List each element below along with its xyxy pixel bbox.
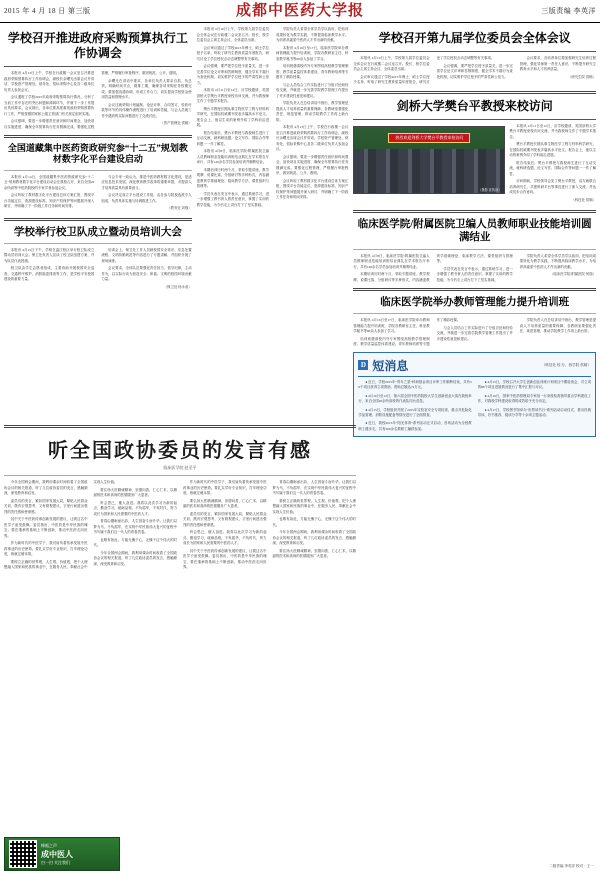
paragraph: 樊台平教授长期从事生物医学工程与材料科学研究，在国际权威期刊发表多篇高水平论文。报告会上，他以生动的案例介绍了学科前沿进展。 (196, 106, 270, 128)
list-item: ● 近日，学校2015年“青年之星”科研基金项目评审工作顺利结束，共有36个项目获得立项资助，资助总额达72万元。 (358, 379, 472, 390)
paragraph: 本报讯 4月13日上午，学校在行政楼一会议室召开推进政府采购预算执行工作协调会，副校长余曙光出席会议并讲话，学校资产管理处、财务处、招标采购中心及各二级单位负责人参加会议。 (276, 125, 349, 152)
short-messages-header (358, 357, 591, 377)
paragraph: 学院负责人希望全体学员学以致用，把培训成果转化为教学实践，不断提高临床教学水平，为培养高素质中医药人才作出新的贡献。 (276, 27, 349, 43)
paragraph: 本报讯 4月15日下午，学校在温江校区举行校卫队成立暨动员培训大会。保卫处负责人宣读了校卫队组建方案，并为队员代表授旗。 (4, 247, 95, 263)
page-columns (0, 23, 600, 437)
article-signature: （科技处 供稿） (571, 197, 596, 202)
article-2-body (4, 175, 192, 213)
paragraph: 会议强调，要进一步增强责任意识和时间观念，加快项目实施进度，确保全年预算执行任务圆满完成。要强化过程管理，严格履行审批程序，做到规范、公开、透明。 (4, 71, 180, 129)
paragraph: 学院负责人希望全体学员学以致用，把培训成果转化为教学实践，不断提高临床教学水平，为培养高素质中医药人才作出新的贡献。 (519, 253, 596, 269)
divider (353, 119, 596, 120)
divider (4, 218, 192, 221)
newspaper-title: 成都中医药大学报 (235, 3, 365, 19)
paragraph: 会议听取了教材数字化平台建设总体方案汇报，围绕平台功能定位、资源建设标准、知识产权保护等问题展开深入研讨，并明确了下一阶段工作任务和时间安排。 (276, 178, 349, 200)
paragraph: 本报讯 4月16日至17日，临床医学院举办教师管理能力提升培训班，学院各教研室主任、科室教学秘书等60余人参加了学习。 (276, 45, 349, 61)
paragraph: 会议审议通过了学校2015年博士、硕士学位授予名单，听取了研究生教育质量年度报告，研究讨论了学位授权点动态调整等有关事项。 (353, 56, 495, 85)
paragraph: 委员们的发言，紧扣国家发展大局，紧贴人民群众关切，既有宏观思考，又有微观建议，字里行间透出强烈的责任感和使命感。 (4, 498, 88, 514)
list-item: ● 4月17日，学校图书馆举办“世界读书日”系列活动启动仪式，推出经典导读、好书推荐、阅读分享等十余项主题活动。 (477, 407, 591, 417)
paragraph: 其中关于中医药传承创新发展的建议，让我这名中医学子备受鼓舞。委员指出，中医药是中华民族的瑰宝，要在继承的基础上不断创新，推动中医药走向世界。 (183, 548, 267, 570)
paragraph: 听会思己，催人奋进。我将以此次学习为新的起点，勤奋学习，砥砺品格，不负韶华，不负时代，努力成长为国家和人民需要的中医药人才。 (93, 500, 177, 516)
article-2-headline: 全国道藏集中医药资政研究参“十二五”规划教材数字化平台建设启动 (7, 143, 188, 165)
article-1-continuation (197, 27, 349, 208)
paragraph: 培训会上，保卫处工作人员就校园安全常识、应急处置流程、文明执勤规范等内容进行了专题讲解，并组织开展了现场演练。 (101, 247, 192, 263)
paragraph: 校卫队由学生志愿者组成，主要协助开展校园安全巡查、交通秩序维护、消防隐患排查等工作，是学校平安校园建设的重要力量。 (4, 266, 95, 282)
paragraph: 其中关于中医药传承创新发展的建议，让我这名中医学子备受鼓舞。委员指出，中医药是中华民族的瑰宝，要在继承的基础上不断创新，推动中医药走向世界。 (4, 517, 88, 538)
paragraph: 也唯有如此，方能无愧于心，无愧于这个伟大的时代。 (93, 537, 177, 548)
paragraph: 培训班邀请校内外专家围绕高校教学管理制度、教学质量监控体系建设、青年教师培养等专题作了精彩授课。 (276, 64, 349, 80)
paragraph: 要弘扬大医精诚精神，崇德向善，仁心仁术，以精湛的医术和高尚的医德服务广大患者。 (183, 498, 267, 509)
paragraph: 本期培训历时两个月，采取专题讲座、教学观摩、说课比赛、分组研讨等多种形式，内容涵盖教育学基础理论、临床教学方法、课堂组织与管理等。 (353, 253, 513, 282)
paragraph: 会议强调，要严把学位授予质量关，进一步完善学位论文评审和答辩制度，健全学术不端行为查处机制，切实维护学位授予的严肃性和公信力。 (196, 64, 270, 85)
paragraph: 会议强调，要进一步增强责任意识和时间观念，加快项目实施进度，确保全年预算执行任务圆满完成。要强化过程管理，严格履行审批程序，做到规范、公开、透明。 (276, 154, 349, 176)
article-b1-body (353, 56, 596, 86)
divider (4, 243, 192, 244)
paragraph: 今年全国两会期间，我利用课余时间收看了全国政协会议的相关报道，听了几位政协委员的发言，感触颇深，深受教育和启发。 (4, 480, 88, 496)
essay-title: 听全国政协委员的发言有感 (48, 440, 312, 462)
paragraph: 本报讯 4月10日上午，学校第九届学位委员会全体会议在行政楼二会议室召开。校长、校学位委员会主席主持会议，全体委员出席。 (353, 56, 430, 72)
article-signature: （临床医学院/附属医院 何瑞） (550, 272, 596, 277)
paragraph: 学院负责人在总结讲话中指出，教学管理是提高人才培养质量的重要保障，各教研室要强化责任、规范管理，推动学院教学工作再上新台阶。 (519, 318, 596, 334)
photo-banner-text: 热烈欢迎剑桥大学樊台平教授来校访问 (388, 133, 470, 143)
paragraph: 本报讯 4月14日，全国道藏集中医药资政研究参“十二五”规划教材数字化平台建设启动会在我校召开，来自全国20余所高等中医药院校的专家学者参加会议。 (4, 174, 95, 190)
divider (353, 91, 596, 94)
brief-marker-icon: D (358, 360, 368, 370)
wechat-top-label: 橡栀之声 (41, 842, 57, 848)
divider (4, 170, 192, 171)
article-signature: （保卫处 杨永成） (163, 284, 192, 289)
paragraph: 要弘扬大医精诚精神，崇德向善，仁心仁术，以精湛的医术和高尚的医德服务广大患者。 (93, 487, 177, 498)
paragraph: 会议要求，全体队员要强化责任担当，恪守纪律，主动作为，以实际行动为营造安全、和谐、文明的校园环境贡献力量。 (101, 266, 192, 282)
divider (4, 66, 192, 67)
paragraph: 青春由磨砺而出彩，人生因奋斗而升华。让我们以梦为马，不负韶华，在实现中华民族伟大复兴的征程中书写属于我们这一代人的青春答卷。 (93, 519, 177, 535)
masthead-editor: 三版责编 李英洋 (541, 7, 596, 15)
paragraph: 会议强调，要严把学位授予质量关，进一步完善学位论文评审和答辩制度，健全学术不端行为查处机制，切实维护学位授予的严肃性和公信力。 (436, 63, 513, 79)
list-item: ● 4月16日，国家中医药管理局专家组一行来校检查指导重点学科建设工作，对我校学科建设取得的成效给予充分肯定。 (477, 393, 591, 404)
article-signature: （教务处 刘强） (167, 206, 192, 211)
paragraph: 本报讯 4月10日上午，学校第九届学位委员会全体会议在行政楼二会议室召开。校长、校学位委员会主席主持会议，全体委员出席。 (196, 27, 270, 43)
visit-photo (353, 126, 505, 194)
list-item: ● 近日，我校2015年“阳光体育”系列活动正式启动，首场活动为全校教职工健步走，共有500余名教职工踊跃参加。 (358, 421, 472, 431)
paragraph: 本报讯 4月11日至12日，应学校邀请，英国剑桥大学樊台平教授来校访问交流，并为我校师生作了专题学术报告。 (509, 123, 596, 139)
paragraph: 作为新时代的中医学子，我们肩负着传承发展中医药事业的历史使命。要扎实学好专业知识，打牢理论功底，练就过硬本领。 (183, 480, 267, 496)
paragraph: 要树立正确的世界观、人生观、价值观，把个人理想融入国家和民族的事业中，在服务人民、奉献社会中实现人生价值。 (4, 480, 118, 570)
paragraph: 会议还就采购计划编制、论证评审、合同签订、验收付款等环节的具体操作流程进行了培训和答疑，与会人员就工作中遇到的实际问题进行了交流讨论。 (101, 102, 192, 118)
wechat-promo[interactable] (4, 837, 120, 871)
list-item: ● 4月15日，学校召开大学生创新创业训练计划项目中期检查会，对立项的86个项目进展情况进行了集中汇报与评议。 (477, 379, 591, 390)
paragraph: 与会人员结合工作实际进行了分组讨论和经验交流，并就进一步完善学院教学管理工作提出了许多建设性意见和建议。 (276, 82, 349, 98)
article-b1-headline: 学校召开第九届学位委员会全体会议 (378, 31, 571, 45)
wechat-account-name: 成中医人 (41, 849, 73, 859)
footer-credits: 二版责编 李英洋 校对：王一 (549, 864, 594, 868)
divider (353, 288, 596, 291)
divider (4, 135, 192, 138)
article-3-body (4, 248, 192, 291)
article-b3-body (353, 254, 596, 284)
paragraph: 报告结束后，樊台平教授与我校师生进行了互动交流，就科研选题、论文写作、国际合作等问题一一作了解答。 (196, 130, 270, 146)
paragraph: 委员们的发言，紧扣国家发展大局，紧贴人民群众关切，既有宏观思考，又有微观建议，字里行间透出强烈的责任感和使命感。 (183, 511, 267, 527)
paragraph: 本期培训历时两个月，采取专题讲座、教学观摩、说课比赛、分组研讨等多种形式，内容涵盖教育学基础理论、临床教学方法、课堂组织与管理等。 (196, 167, 270, 189)
article-signature: （资产管理处 供稿） (160, 121, 192, 126)
paragraph: 报告结束后，樊台平教授与我校师生进行了互动交流，就科研选题、论文写作、国际合作等问题一一作了解答。 (509, 160, 596, 176)
list-item: ● 4月10日至12日，第六届全国中医药院校大学生创新创业大赛在我校举行，来自全国20余所高校的代表队同台竞技。 (358, 393, 472, 404)
paragraph: 樊台平教授长期从事生物医学工程与材料科学研究，在国际权威期刊发表多篇高水平论文。报告会上，他以生动的案例介绍了学科前沿进展。 (509, 142, 596, 158)
paragraph: 本报讯 4月13日上午，学校在行政楼一会议室召开推进政府采购预算执行工作协调会，副校长余曙光出席会议并讲话，学校资产管理处、财务处、招标采购中心及各二级单位负责人参加会议。 (4, 71, 95, 92)
paragraph: 本报讯 4月11日至12日，应学校邀请，英国剑桥大学樊台平教授来校访问交流，并为我校师生作了专题学术报告。 (196, 88, 270, 104)
paragraph: 访问期间，学校领导会见了樊台平教授，双方就联合培养研究生、共建科研平台等事宜进行了深入交流，并达成初步合作意向。 (509, 179, 596, 195)
article-1-body (4, 71, 192, 130)
paragraph: 学院负责人在总结讲话中指出，教学管理是提高人才培养质量的重要保障，各教研室要强化责任、规范管理，推动学院教学工作再上新台阶。 (276, 101, 349, 122)
paragraph: 会议通报了学校2015年政府采购预算执行情况，分析了当前工作中存在的突出问题和薄弱环节，并就下一步工作提出具体要求。会议指出，各单位要高度重视政府采购预算执行工作，严格按照国家和上级主管部门有关规定组织实施。 (4, 95, 95, 116)
paragraph: 听会思己，催人奋进。我将以此次学习为新的起点，勤奋学习，砥砺品格，不负韶华，不负时代，努力成长为国家和人民需要的中医药人才。 (183, 530, 267, 546)
paragraph: 本报讯 4月8日，临床医学院/附属医院卫编人员教师职业技能培训班结业典礼在学术报告厅举行，共有120余名学员参加培训并顺利结业。 (353, 253, 430, 269)
divider (4, 475, 356, 476)
paragraph: 余曙光在讲话中要求，各单位负责人要亲自抓、负总责，明确时间节点，倒排工期，确保各项采购任务按期完成；要加强沟通协调，形成工作合力，切实提高学校资金使用效益和管理水平。 (101, 78, 192, 100)
divider (353, 249, 596, 250)
article-3-headline: 学校举行校卫队成立暨动员培训大会 (13, 226, 182, 238)
paragraph: 会议听取了教材数字化平台建设总体方案汇报，围绕平台功能定位、资源建设标准、知识产权保护等问题展开深入研讨，并明确了下一阶段工作任务和时间安排。 (4, 193, 95, 209)
short-messages-title: 短消息 (372, 358, 409, 373)
masthead (0, 0, 600, 23)
paragraph: 也唯有如此，方能无愧于心，无愧于这个伟大的时代。 (272, 517, 356, 527)
column-middle (197, 27, 349, 437)
paragraph: 今年全国两会期间，我利用课余时间收看了全国政协会议的相关报道，听了几位政协委员的发言，感触颇深，深受教育和启发。 (93, 550, 177, 566)
article-b4-headline: 临床医学院举办教师管理能力提升培训班 (380, 297, 570, 309)
short-messages-source: （科技处 校 办、西学院 供稿） (541, 362, 591, 367)
article-b2-headline: 剑桥大学樊台平教授来校访问 (396, 98, 553, 113)
short-messages-box (353, 352, 596, 438)
paragraph: 要树立正确的世界观、人生观、价值观，把个人理想融入国家和民族的事业中，在服务人民、奉献社会中实现人生价值。 (272, 498, 356, 514)
article-b2-top (353, 124, 596, 206)
list-item: ● 4月13日，学校组织开展了2015年实验室安全专项检查，重点对危险化学品管理、消防设施配备等情况进行了全面排查。 (358, 407, 472, 417)
divider (353, 210, 596, 213)
column-left (4, 27, 192, 437)
paragraph: 会议要求，各培养单位要加强研究生培养过程管理，强化导师第一责任人意识，不断提升研究生教育水平和人才培养质量。 (519, 56, 596, 72)
paragraph: 学员代表在发言中表示，通过系统学习，进一步增强了教书育人的责任意识，掌握了实用的教学技能，为今后走上讲台打下了坚实基础。 (436, 266, 513, 282)
paragraph: 会议决定成立平台建设工作组，由各参与院校选派专人组成，负责具体实施与协调推进工作。 (101, 193, 192, 203)
page-footer (0, 833, 600, 873)
masthead-date: 2015 年 4 月 18 日 第三版 (4, 7, 91, 15)
divider (353, 51, 596, 52)
photo-credit: （摄影 宣传部） (478, 187, 502, 192)
essay-byline: 临床医学院 赵至平 (163, 465, 197, 470)
paragraph: 本报讯 4月8日，临床医学院/附属医院卫编人员教师职业技能培训班结业典礼在学术报告厅举行，共有120余名学员参加培训并顺利结业。 (196, 149, 270, 165)
essay-block (4, 420, 356, 860)
paragraph: 作为新时代的中医学子，我们肩负着传承发展中医药事业的历史使命。要扎实学好专业知识，打牢理论功底，练就过硬本领。 (4, 541, 88, 557)
paragraph: 要弘扬大医精诚精神，崇德向善，仁心仁术，以精湛的医术和高尚的医德服务广大患者。 (272, 548, 356, 559)
divider (4, 425, 356, 428)
wechat-hint: 扫一扫 关注我们 (41, 859, 70, 865)
short-messages-list (358, 380, 591, 433)
article-signature: （研究生院 供稿） (567, 74, 596, 79)
paragraph: 会议审议通过了学校2015年博士、硕士学位授予名单，听取了研究生教育质量年度报告，研究讨论了学位授权点动态调整等有关事项。 (196, 45, 270, 61)
paragraph: 培训班邀请校内外专家围绕高校教学管理制度、教学质量监控体系建设、青年教师培养等专题作了精彩授课。 (353, 318, 461, 347)
qr-code-icon (9, 840, 37, 868)
paragraph: 今年全国两会期间，我利用课余时间收看了全国政协会议的相关报道，听了几位政协委员的发言，感触颇深，深受教育和启发。 (272, 530, 356, 546)
paragraph: 学员代表在发言中表示，通过系统学习，进一步增强了教书育人的责任意识，掌握了实用的教学技能，为今后走上讲台打下了坚实基础。 (196, 191, 270, 207)
paragraph: 青春由磨砺而出彩，人生因奋斗而升华。让我们以梦为马，不负韶华，在实现中华民族伟大复兴的征程中书写属于我们这一代人的青春答卷。 (272, 480, 356, 496)
divider (353, 313, 596, 314)
essay-body (4, 480, 356, 860)
column-right (353, 27, 596, 437)
article-1-headline: 学校召开推进政府采购预算执行工作协调会 (7, 31, 188, 60)
paragraph: 与会人员结合工作实际进行了分组讨论和经验交流，并就进一步完善学院教学管理工作提出了许多建设性意见和建议。 (436, 325, 513, 341)
paragraph: 本报讯 4月16日至17日，临床医学院举办教师管理能力提升培训班，学院各教研室主任、科室教学秘书等60余人参加了学习。 (353, 318, 430, 334)
paragraph: 与会专家一致认为，推进中医药教材数字化建设，是适应信息技术发展、深化教育教学改革的重要举措，对提高人才培养质量具有重要意义。 (101, 174, 192, 190)
article-b3-headline: 临床医学院/附属医院卫编人员教师职业技能培训圆满结业 (357, 219, 592, 244)
article-b4-body (353, 318, 596, 348)
